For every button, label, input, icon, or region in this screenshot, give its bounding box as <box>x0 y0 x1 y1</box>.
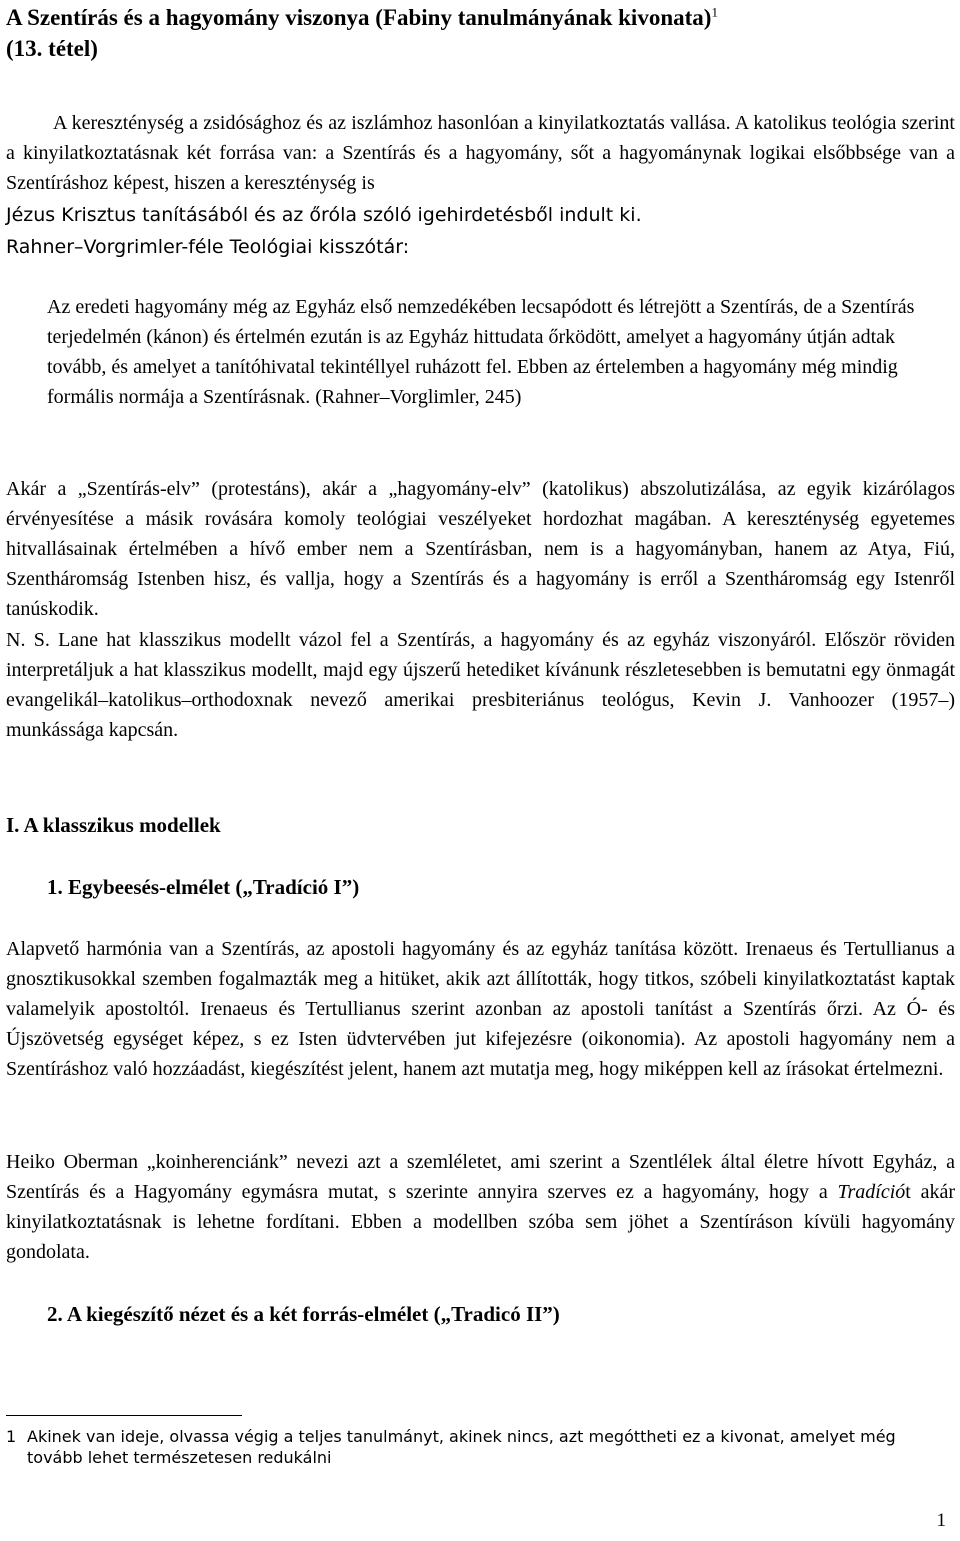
document-title-line2: (13. tétel) <box>6 36 98 61</box>
italic-term: Tradíció <box>837 1181 906 1203</box>
paragraph-elv: Akár a „Szentírás-elv” (protestáns), akár a „hagyomány-elv” (katolikus) abszolutizálása, az egyik kizárólagos érvényesítése a másik rovására komoly teológiai veszélyeket hordozhat magában. A kereszténység egyetemes hitvallásainak értelmében a hívő ember nem a Szentírásban, nem is a hagyományban, hanem az Atya, Fiú, Szentháromság Istenben hisz, és vallja, hogy a Szentírás és a hagyomány is erről a Szentháromság egy Istenről tanúskodik. <box>6 478 955 620</box>
page-number: 1 <box>936 1510 946 1531</box>
subsection-heading-2: 2. A kiegészítő nézet és a két forrás-elmélet („Tradicó II”) <box>47 1302 560 1326</box>
block-quote: Az eredeti hagyomány még az Egyház első nemzedékében lecsapódott és létrejött a Szentírás, de a Szentírás terjedelmén (kánon) és értelmén ezután is az Egyház hittudata őrködött, amelyet a hagyomány útján adtak tovább, és amelyet a tanítóhivatal tekintéllyel ruházott fel. Ebben az értelemben a hagyomány még mindig formális normája a Szentírásnak. (Rahner–Vorglimler, 245) <box>47 296 915 408</box>
document-title: A Szentírás és a hagyomány viszonya (Fabiny tanulmányának kivonata)$^1$ (13. tétel) <box>6 4 718 61</box>
footnote-text: Akinek van ideje, olvassa végig a teljes tanulmányt, akinek nincs, azt megóttheti ez a kivonat, amelyet még tovább lehet természetesen redukálni <box>27 1427 896 1467</box>
subsection-heading-1: 1. Egybeesés-elmélet („Tradíció I”) <box>47 875 360 899</box>
intro-paragraph: A kereszténység a zsidósághoz és az iszlámhoz hasonlóan a kinyilatkoztatás vallása. A katolikus teológia szerint a kinyilatkoztatásnak két forrása van: a Szentírás és a hagyomány, sőt a hagyománynak logikai elsőbbsége van a Szentíráshoz képest, hiszen a kereszténység is <box>6 112 955 194</box>
intro-paragraph-end: Jézus Krisztus tanításából és az őróla szóló igehirdetésből indult ki. <box>6 204 642 226</box>
rahner-label: Rahner–Vorgrimler-féle Teológiai kisszótár: <box>6 236 410 258</box>
footnote <box>6 1426 956 1468</box>
paragraph-irenaeus: Alapvető harmónia van a Szentírás, az apostoli hagyomány és az egyház tanítása között. Irenaeus és Tertullianus a gnosztikusokkal szemben fogalmazták meg a hitüket, akik azt állították, hogy titkos, szóbeli kinyilatkoztatást kaptak valamelyik apostoltól. Irenaeus és Tertullianus szerint azonban az apostoli tanítást a Szentírás őrzi. Az Ó- és Újszövetség egységet képez, s ez Isten üdvtervében jut kifejezésre (oikonomia). Az apostoli hagyomány nem a Szentíráshoz való hozzáadást, kiegészítést jelent, hanem azt mutatja meg, hogy miképpen kell az írásokat értelmezni. <box>6 938 955 1080</box>
paragraph-oberman: Heiko Oberman „koinherenciánk” nevezi azt a szemléletet, ami szerint a Szentlélek által életre hívott Egyház, a Szentírás és a Hagyomány egymásra mutat, s szerinte annyira szerves ez a hagyomány, hogy a Tradíciót akár kinyilatkoztatásnak is lehetne fordítani. Ebben a modellben szóba sem jöhet a Szentíráson kívüli hagyomány gondolata. <box>6 1151 955 1263</box>
footnote-number: 1 <box>6 1427 17 1446</box>
paragraph-lane: N. S. Lane hat klasszikus modellt vázol fel a Szentírás, a hagyomány és az egyház viszonyáról. Először röviden interpretáljuk a hat klasszikus modellt, majd egy újszerű hetediket kívánunk részletesebben is bemutatni egy önmagát evangelikál–katolikus–orthodoxnak nevező amerikai presbiteriánus teológus, Kevin J. Vanhoozer (1957–) munkássága kapcsán. <box>6 629 955 741</box>
section-heading: I. A klasszikus modellek <box>6 813 221 837</box>
footnote-divider <box>6 1415 242 1416</box>
footnote-ref: 1 <box>711 4 718 20</box>
